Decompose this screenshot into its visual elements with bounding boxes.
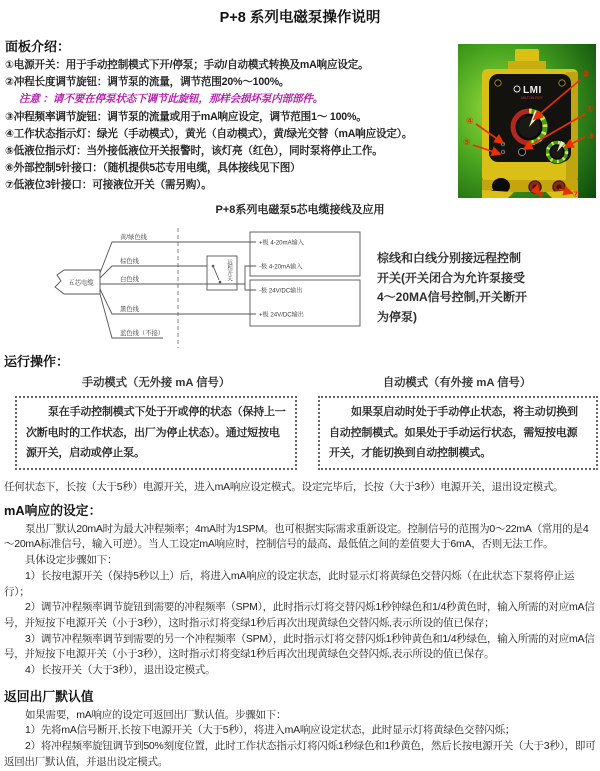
callout-6: ⑥	[537, 189, 545, 198]
page-title: P+8 系列电磁泵操作说明	[219, 10, 381, 26]
panel-intro-section	[5, 36, 460, 195]
intro-item-2: ②冲程长度调节旋钮：调节泵的流量，调节范围20%～100%。	[5, 76, 290, 89]
intro-item-5: ⑤低液位指示灯：当外接低液位开关报警时，该灯亮（红色），同时泵将停止工作。	[5, 145, 383, 158]
wiring-note-line-3: 4～20MA信号控制,开关断开	[377, 290, 528, 304]
wiring-note-line-1: 棕线和白线分别接远程控制	[377, 251, 522, 265]
terminal-label-4: +极 24V/DC输出	[259, 311, 304, 319]
low-level-indicator-light	[501, 150, 505, 154]
callout-2: ②	[582, 69, 590, 79]
factory-reset-step-2: 2）将冲程频率旋钮调节到50%刻度位置，此时工作状态指示灯将闪烁1秒绿色和1秒黄色，然后长按电源开关（大于3秒），即可返回出厂默认值，并退出设定模式。	[4, 740, 596, 768]
ma-step-1: 1）长按电源开关（保持5秒以上）后，将进入mA响应的设定状态，此时显示灯将黄绿色交替闪烁（在此状态下泵将停止运行）；	[4, 569, 575, 598]
wiring-note-line-4: 为停泵)	[377, 309, 417, 324]
factory-reset-intro: 如果需要，mA响应的设定可返回出厂默认值。步骤如下：	[25, 708, 287, 721]
wire-label-2: 棕色线	[120, 258, 139, 265]
terminal-label-3: -极 24V/DC输出	[259, 287, 303, 295]
ma-step-4: 4）长按开关（大于3秒），退出设定模式。	[25, 664, 216, 677]
wire-label-5: 蓝色线（不接）	[120, 330, 165, 337]
pump-photo	[458, 44, 596, 198]
terminal-label-1: +极 4-20mA输入	[259, 239, 304, 247]
intro-item-6: ⑥外部控制5针接口：（随机提供5芯专用电缆，具体接线见下图）	[5, 162, 301, 175]
callout-4: ④	[466, 116, 474, 126]
auto-mode-box: 如果泵启动时处于手动停止状态，将主动切换到自动控制模式。如果处于手动运行状态，需短按电源开关，才能切换到自动控制模式。	[318, 396, 598, 470]
operation-heading: 运行操作：	[4, 354, 70, 369]
ma-intro-line: 任何状态下，长按（大于5秒）电源开关，进入mA响应设定模式。设定完毕后，长按（大于3秒）电源开关，退出设定模式。	[4, 481, 564, 493]
remote-switch-label: 远程开关	[226, 259, 232, 282]
ma-step-2: 2）调节冲程频率调节旋钮到需要的冲程频率（SPM），此时指示灯将交替闪烁1秒钟绿色和1/4秒黄色时，输入所需的对应mA信号，并短按下电源开关（小于3秒），这时指示灯将变绿1秒后再次出现黄绿色交替闪烁,表示所设的值已保存；	[4, 601, 595, 629]
callout-3: ③	[587, 131, 595, 141]
callout-1: ①	[586, 104, 594, 114]
sub-brand-text: MILTON ROY	[521, 96, 544, 100]
intro-warning-note: 注意 ：请不要在停泵状态下调节此旋钮，那样会损坏泵内部部件。	[19, 93, 324, 106]
intro-item-4: ④工作状态指示灯：绿光（手动模式），黄光（自动模式），黄/绿光交替（mA响应设定）。	[5, 127, 413, 140]
pump-photo-svg	[458, 44, 596, 198]
wire-label-1: 黄/绿色线	[120, 234, 147, 241]
brand-text: LMI	[523, 85, 542, 96]
wire-label-4: 黑色线	[120, 306, 139, 313]
wiring-note	[377, 249, 577, 327]
cable-label: 五芯电缆	[68, 279, 94, 287]
ma-step-3: 3）调节冲程频率调节到需要的另一个冲程频率（SPM），此时指示灯将交替闪烁1秒钟黄色和1/4秒绿色，输入所需的对应mA信号，并短按下电源开关（小于3秒），这时指示灯将变绿1秒后再次出现黄绿色交替闪烁,表示所设的值已保存。	[4, 632, 595, 661]
pump-body	[482, 49, 578, 198]
manual-mode-box: 泵在手动控制模式下处于开或停的状态（保持上一次断电时的工作状态，出厂为停止状态）。通过短按电源开关，启动或停止泵。	[15, 396, 297, 470]
callout-7: ⑦	[572, 188, 580, 198]
wiring-diagram-title: P+8系列电磁泵5芯电缆接线及应用	[215, 204, 385, 216]
stroke-frequency-knob	[545, 140, 569, 164]
auto-mode-title: 自动模式（有外接 mA 信号）	[382, 377, 532, 389]
ma-setting-paragraph: 泵出厂默认20mA时为最大冲程频率；4mA时为1SPM。也可根据实际需求重新设定。控制信号的范围为0～22mA（常用的是4～20mA标准信号，输入可逆）。当人工设定mA响应时，控制信号的最高、最低值之间的差值要大于6mA，否则无法工作。	[4, 522, 589, 551]
lower-text-section	[4, 480, 596, 771]
stroke-length-knob	[510, 108, 548, 146]
ma-setting-heading: mA响应的设定：	[4, 502, 102, 518]
intro-item-7: ⑦低液位3针接口：可接液位开关（需另购）。	[5, 179, 212, 192]
manual-mode-title: 手动模式（无外接 mA 信号）	[81, 377, 231, 389]
panel-intro-heading: 面板介绍：	[5, 39, 71, 54]
factory-reset-step-1: 1）先将mA信号断开,长按下电源开关（大于5秒），将进入mA响应设定状态，此时显示灯将黄绿色交替闪烁；	[25, 724, 516, 737]
factory-reset-heading: 返回出厂默认值	[4, 688, 94, 704]
intro-item-3: ③冲程频率调节旋钮：调节泵的流量或用于mA响应设定，调节范围1～ 100%。	[5, 110, 367, 123]
ma-steps-heading: 具体设定步骤如下：	[25, 554, 118, 567]
wiring-note-line-2: 开关(开关闭合为允许泵接受	[377, 270, 525, 285]
terminal-label-2: -极 4-20mA输入	[259, 263, 303, 271]
remote-switch-box	[207, 256, 237, 290]
wire-label-3: 白色线	[120, 276, 139, 283]
callout-5: ⑤	[463, 137, 471, 147]
intro-item-1: ①电源开关：用于手动控制模式下开/停泵；手动/自动模式转换及mA响应设定。	[5, 59, 369, 71]
